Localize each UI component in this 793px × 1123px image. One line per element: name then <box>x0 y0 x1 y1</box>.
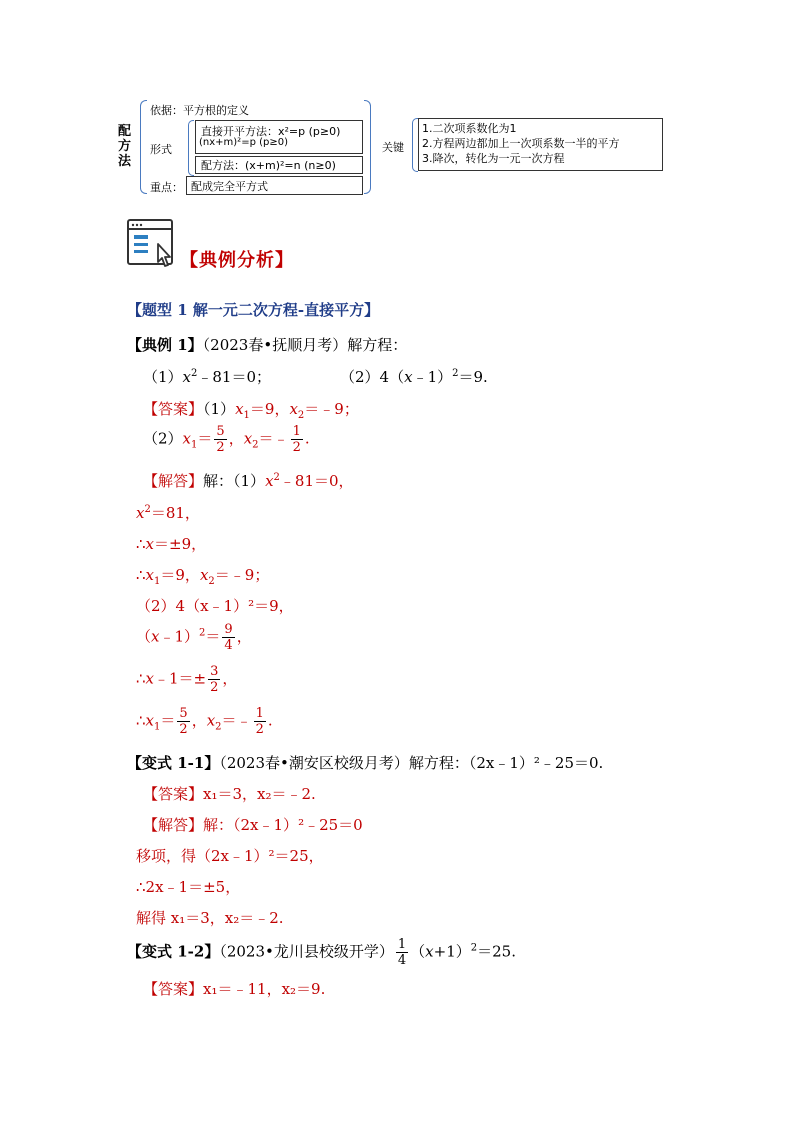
variant12-question: 【变式 1-2】（2023•龙川县校级开学） $\frac{1}{4}$ $(x+1)^2=25$. <box>127 937 516 968</box>
sol-line: $\therefore x_1=$ $\frac{5}{2}$ ，$x_2=﹣$ $\frac{1}{2}$ . <box>136 706 273 737</box>
solution-intro: 解：（1） <box>203 472 266 490</box>
diagram-key-steps <box>422 121 620 166</box>
example1-subquestions: $(1)x^2﹣81=0$； <box>143 368 272 386</box>
sol-line: 移项，得（2x﹣1）²＝25， <box>136 847 324 865</box>
variant-tag: 【变式 1-1】 <box>127 754 220 772</box>
sol-line: ∴x﹣1＝± $\frac{3}{2}$ ， <box>136 664 238 695</box>
section-title: 【典例分析】 <box>180 250 294 271</box>
sol-line: （2）4（x﹣1）²＝9， <box>136 597 294 615</box>
diagram-basis: 依据：平方根的定义 <box>150 104 249 117</box>
variant12-answer <box>143 978 325 999</box>
diagram-keypoint-label: 重点： <box>150 181 183 194</box>
example1-answer: 【答案】$(1)x_1=9$，$x_2=﹣9$； <box>143 400 359 421</box>
sol-line: ∴2x﹣1＝±5， <box>136 878 241 896</box>
example1-subquestion2: （2）4（x﹣1）$^2$＝9. <box>340 368 488 386</box>
q2-label: （2） <box>340 368 380 386</box>
sol-line: 解得 x₁＝3，x₂＝﹣2. <box>136 909 284 927</box>
variant-source: （2023春•潮安区校级月考）解方程：（2x﹣1）²﹣25＝0. <box>219 754 604 772</box>
diagram-key-step: 1.二次项系数化为1 <box>422 122 517 135</box>
example1-answer2: $(2)x_1=$ $\frac{5}{2}$ ，$x_2=﹣$ $\frac{1}{2}$ . <box>143 424 310 455</box>
answer-value: x₁＝3，x₂＝﹣2. <box>203 785 316 803</box>
answer-tag: 【答案】 <box>143 785 204 803</box>
click-window-icon <box>126 218 182 274</box>
diagram-direct-form2: (nx+m)²=p (p≥0) <box>199 137 288 148</box>
answer-tag: 【答案】 <box>143 980 204 998</box>
sol-line: （x﹣1）$^2$＝ $\frac{9}{4}$ ， <box>136 622 252 653</box>
variant11-solution <box>143 814 363 835</box>
variant11-answer <box>143 783 316 804</box>
diagram-keypoint-value: 配成完全平方式 <box>191 180 268 193</box>
diagram-direct-method: 直接开平方法：x²=p (p≥0) <box>201 125 341 138</box>
type-title: 【题型 1 解一元二次方程-直接平方】 <box>127 301 380 319</box>
diagram-brace-right <box>364 100 371 194</box>
q1-label: （1） <box>143 368 183 386</box>
example-source: （2023春•抚顺月考）解方程： <box>202 336 408 354</box>
answer-value: x₁＝﹣11，x₂＝9. <box>203 980 326 998</box>
sol-line: ∴x＝±9， <box>136 535 207 553</box>
diagram-form-label: 形式 <box>150 143 172 156</box>
diagram-complete-method: 配方法：(x+m)²=n (n≥0) <box>201 159 336 172</box>
diagram-brace-form <box>188 120 194 176</box>
solution-first: 解：（2x﹣1）²﹣25＝0 <box>203 816 363 834</box>
sol-line: $\therefore x_1=9$，$x_2=﹣9$； <box>136 566 270 587</box>
solution-tag: 【解答】 <box>143 816 204 834</box>
diagram-brace-left <box>140 100 147 194</box>
answer-tag: 【答案】 <box>143 400 204 418</box>
example1-question <box>127 334 407 355</box>
sol-line: $x^2=81$， <box>136 504 200 522</box>
example1-solution-start: 【解答】解：$(1)x^2﹣81=0$， <box>143 472 354 490</box>
variant-source: （2023•龙川县校级开学） <box>219 942 394 961</box>
example-tag: 【典例 1】 <box>127 336 203 354</box>
diagram-key-label: 关键 <box>382 141 404 154</box>
diagram-key-step: 3.降次，转化为一元一次方程 <box>422 152 565 165</box>
solution-tag: 【解答】 <box>143 472 204 490</box>
diagram-main-label: 配方法 <box>118 124 132 169</box>
variant11-question <box>127 752 603 773</box>
variant-tag: 【变式 1-2】 <box>127 942 220 961</box>
diagram-key-step: 2.方程两边都加上一次项系数一半的平方 <box>422 137 620 150</box>
